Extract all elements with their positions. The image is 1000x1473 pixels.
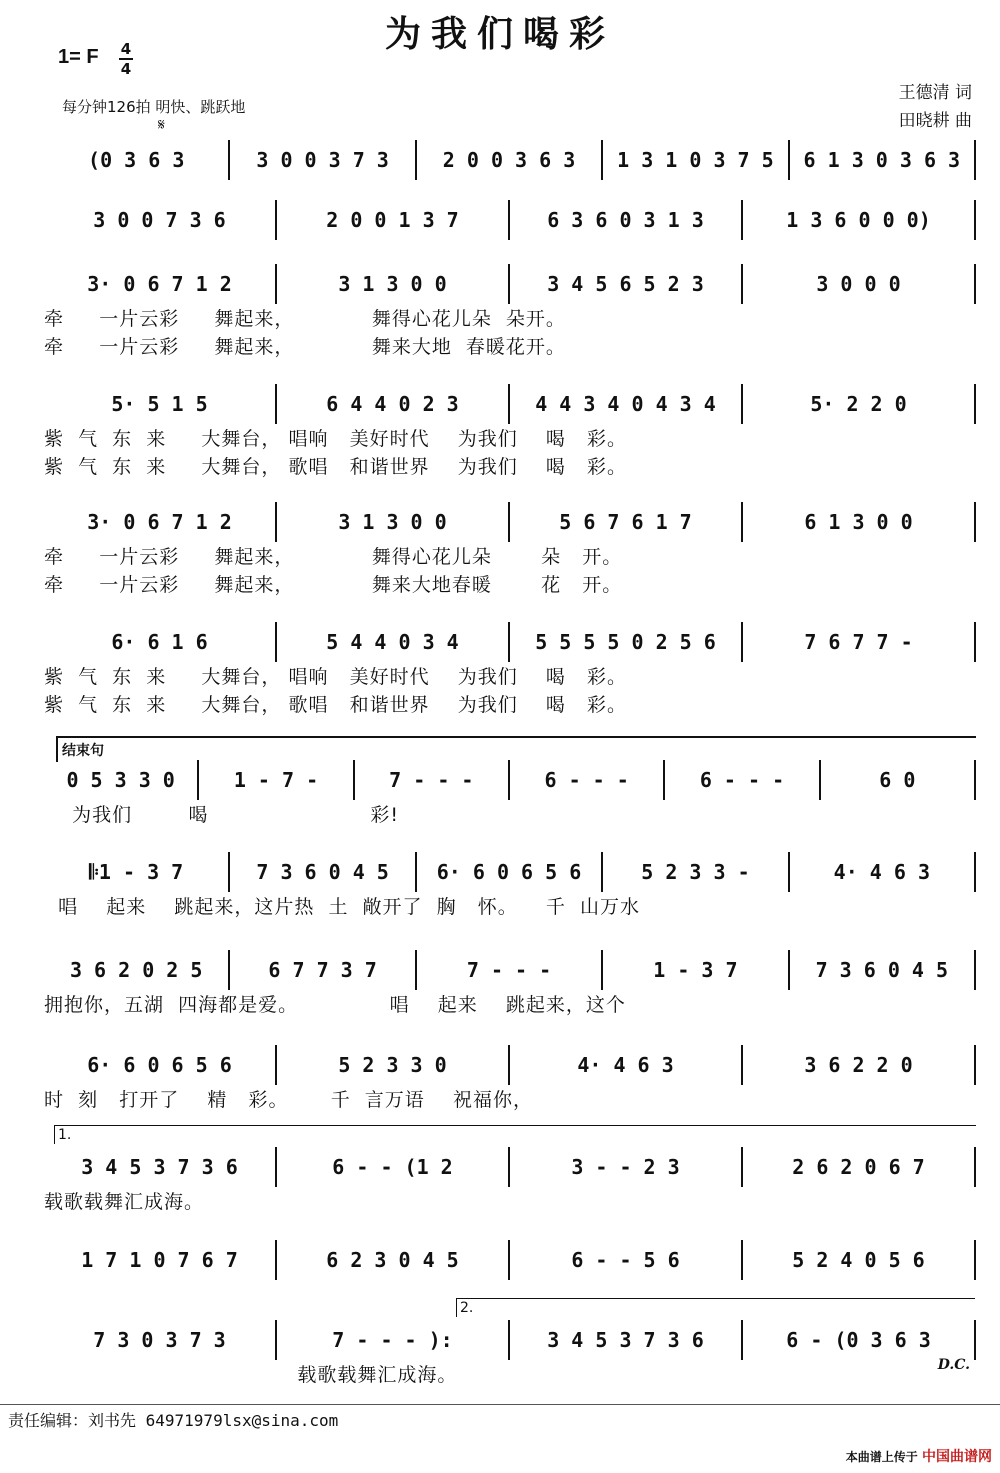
measure: 1 3 6 0 0 0) — [741, 200, 974, 240]
measure: 7 3 6 0 4 5 — [788, 950, 974, 990]
lyric-line: 为我们 喝 彩! — [44, 804, 400, 826]
measure: 2 0 0 3 6 3 — [415, 140, 601, 180]
measure: 6· 6 0 6 5 6 — [87, 1053, 232, 1077]
lyric-line: 紫 气 东 来 大舞台， 歌唱 和谐世界 为我们 喝 彩。 — [44, 694, 628, 716]
measure: 6 3 6 0 3 1 3 — [508, 200, 741, 240]
staff-row — [44, 384, 976, 424]
measure: 3 0 0 7 3 6 — [93, 208, 226, 232]
staff-row — [44, 264, 976, 304]
lyric-line: 载歌载舞汇成海。 — [44, 1191, 205, 1213]
segno-icon: 𝄋 — [158, 115, 165, 134]
staff-row — [44, 1240, 976, 1280]
measure: 6 7 7 3 7 — [228, 950, 414, 990]
lyric-line: 时 刻 打开了 精 彩。 千 言万语 祝福你， — [44, 1089, 533, 1111]
time-top: 4 — [120, 40, 132, 58]
measure: 6· 6 0 6 5 6 — [415, 852, 601, 892]
measure: 2 0 0 1 3 7 — [275, 200, 508, 240]
measure: 7 3 0 3 7 3 — [93, 1328, 226, 1352]
measure: 7 3 6 0 4 5 — [228, 852, 414, 892]
ending-label: 结束句 — [56, 736, 976, 762]
measure: 6 1 3 0 0 — [741, 502, 974, 542]
measure: 6 4 4 0 2 3 — [275, 384, 508, 424]
time-bottom: 4 — [120, 60, 132, 78]
staff-row — [44, 760, 976, 800]
measure: 3 - - 2 3 — [508, 1147, 741, 1187]
staff-row — [44, 200, 976, 240]
measure: 6 2 3 0 4 5 — [275, 1240, 508, 1280]
measure: 3· 0 6 7 1 2 — [87, 272, 232, 296]
staff-row — [44, 950, 976, 990]
staff-row — [44, 1320, 976, 1360]
staff-row — [44, 852, 976, 892]
measure: (0 3 6 3 — [88, 148, 185, 172]
time-signature — [116, 40, 136, 78]
staff-row — [44, 1045, 976, 1085]
page-title: 为我们喝彩 — [384, 13, 615, 55]
editor-credit: 责任编辑：刘书先 64971979lsx@sina.com — [8, 1411, 339, 1430]
measure: 5 4 4 0 3 4 — [275, 622, 508, 662]
lyric-line: 载歌载舞汇成海。 — [44, 1364, 458, 1386]
measure: 3 6 2 0 2 5 — [69, 958, 203, 982]
composer: 田晓耕 曲 — [898, 111, 972, 131]
lyric-line: 牵 一片云彩 舞起来， 舞来大地 春暖花开。 — [44, 336, 566, 358]
measure: 5 2 3 3 0 — [275, 1045, 508, 1085]
measure: 5 6 7 6 1 7 — [508, 502, 741, 542]
tempo-marking: 每分钟126拍 明快、跳跃地 — [62, 98, 246, 116]
upload-note — [846, 1446, 992, 1466]
measure: 3 4 5 3 7 3 6 — [508, 1320, 741, 1360]
measure: 2 6 2 0 6 7 — [741, 1147, 974, 1187]
measure: 3 1 3 0 0 — [275, 264, 508, 304]
measure: 3 0 0 0 — [741, 264, 974, 304]
measure: 6 1 3 0 3 6 3 — [788, 140, 974, 180]
measure: 6 - - (1 2 — [275, 1147, 508, 1187]
measure: 6 - - - — [508, 760, 663, 800]
measure: 5· 5 1 5 — [111, 392, 208, 416]
measure: 0 5 3 3 0 — [66, 768, 175, 792]
measure: 4· 4 6 3 — [508, 1045, 741, 1085]
dc-marking: D.C. — [937, 1357, 970, 1373]
measure: 3 4 5 6 5 2 3 — [508, 264, 741, 304]
staff-row — [44, 502, 976, 542]
measure: 5 5 5 5 0 2 5 6 — [508, 622, 741, 662]
measure: 4· 4 6 3 — [788, 852, 974, 892]
lyric-line: 紫 气 东 来 大舞台， 唱响 美好时代 为我们 喝 彩。 — [44, 666, 628, 688]
measure: 3 1 3 0 0 — [275, 502, 508, 542]
measure: 5 2 3 3 - — [601, 852, 787, 892]
measure: 5· 2 2 0 — [741, 384, 974, 424]
measure: 𝄆1 - 3 7 — [89, 860, 184, 884]
measure: 6 - - - — [663, 760, 818, 800]
measure: 7 - - - ): — [275, 1320, 508, 1360]
measure: 3 6 2 2 0 — [741, 1045, 974, 1085]
measure: 6 0 — [819, 760, 974, 800]
measure: 1 - 3 7 — [601, 950, 787, 990]
measure: 7 - - - — [353, 760, 508, 800]
lyric-line: 牵 一片云彩 舞起来， 舞来大地春暖 花 开。 — [44, 574, 623, 596]
measure: 1 3 1 0 3 7 5 — [601, 140, 787, 180]
lyric-line: 紫 气 东 来 大舞台， 唱响 美好时代 为我们 喝 彩。 — [44, 428, 628, 450]
lyric-line: 拥抱你，五湖 四海都是爱。 唱 起来 跳起来，这个 — [44, 994, 626, 1016]
lyricist: 王德清 词 — [898, 83, 972, 103]
measure: 5 2 4 0 5 6 — [741, 1240, 974, 1280]
footer-divider — [0, 1404, 1000, 1405]
staff-row — [44, 140, 976, 180]
site-logo: 中国曲谱网 — [922, 1449, 992, 1465]
measure: 3· 0 6 7 1 2 — [87, 510, 232, 534]
measure: 3 4 5 3 7 3 6 — [81, 1155, 238, 1179]
measure: 6 - - 5 6 — [508, 1240, 741, 1280]
measure: 1 - 7 - — [197, 760, 352, 800]
measure: 4 4 3 4 0 4 3 4 — [508, 384, 741, 424]
key-signature: 1= F — [58, 46, 99, 68]
measure: 1 7 1 0 7 6 7 — [81, 1248, 238, 1272]
staff-row — [44, 1147, 976, 1187]
measure: 7 6 7 7 - — [741, 622, 974, 662]
measure: 7 - - - — [415, 950, 601, 990]
measure: 3 0 0 3 7 3 — [228, 140, 414, 180]
lyric-line: 紫 气 东 来 大舞台， 歌唱 和谐世界 为我们 喝 彩。 — [44, 456, 628, 478]
lyric-line: 牵 一片云彩 舞起来， 舞得心花儿朵 朵 开。 — [44, 546, 623, 568]
lyric-line: 牵 一片云彩 舞起来， 舞得心花儿朵 朵开。 — [44, 308, 566, 330]
lyric-line: 唱 起来 跳起来，这片热 土 敞开了 胸 怀。 千 山万水 — [44, 896, 640, 918]
measure: 6· 6 1 6 — [111, 630, 208, 654]
measure: 6 - (0 3 6 3 — [741, 1320, 974, 1360]
volta-second: 2. — [456, 1298, 975, 1317]
volta-first: 1. — [54, 1125, 976, 1144]
staff-row — [44, 622, 976, 662]
upload-text: 本曲谱上传于 — [845, 1450, 918, 1464]
